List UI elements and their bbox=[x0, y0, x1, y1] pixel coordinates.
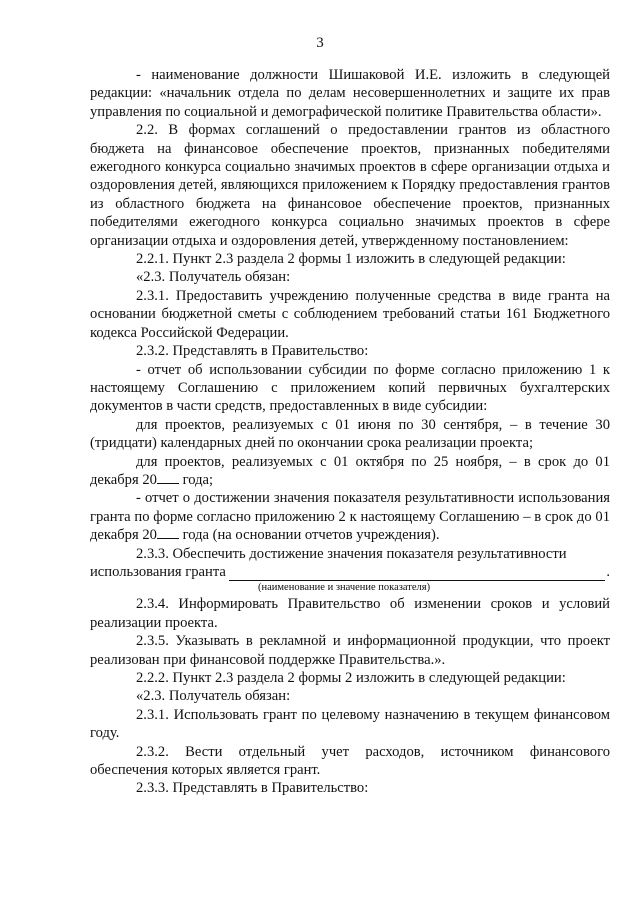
paragraph-2-2-2: 2.2.2. Пункт 2.3 раздела 2 формы 2 изложить в следующей редакции: bbox=[136, 670, 566, 686]
autumn-projects-text-end: года; bbox=[178, 471, 214, 488]
paragraph-2-3-5-form-1: 2.3.5. Указывать в рекламной и информационной продукции, что проект реализован при финансовой поддержке Правительства.». bbox=[90, 633, 610, 668]
indicator-blank bbox=[229, 567, 605, 581]
paragraph-2-3-1-form-2: 2.3.1. Использовать грант по целевому назначению в текущем финансовом году. bbox=[90, 706, 610, 742]
document-body bbox=[90, 66, 610, 798]
year-blank bbox=[157, 471, 179, 484]
paragraph-2-3-3-form-2: 2.3.3. Представлять в Правительство: bbox=[136, 780, 369, 797]
paragraph-2-3-2-form-2: 2.3.2. Вести отдельный учет расходов, источником финансового обеспечения которых является грант. bbox=[90, 743, 610, 779]
autumn-projects-text: для проектов, реализуемых с 01 октября по 25 ноября, – в срок до 01 декабря 20 bbox=[90, 453, 610, 488]
paragraph-2-3-heading-form-2: «2.3. Получатель обязан: bbox=[136, 688, 291, 705]
paragraph-performance-report bbox=[90, 489, 610, 544]
paragraph-subsidy-report: - отчет об использовании субсидии по форме согласно приложению 1 к настоящему Соглашению с приложением копий первичных бухгалтерских документов в части средств, предоставленных в виде субсидии: bbox=[90, 361, 610, 415]
paragraph-2-3-1-form-1: 2.3.1. Предоставить учреждению полученные средства в виде гранта на основании бюджетной сметы с соблюдением требований статьи 161 Бюджетного кодекса Российской Федерации. bbox=[90, 287, 610, 341]
indicator-fill-line-end: . bbox=[606, 563, 610, 580]
performance-report-text: - отчет о достижении значения показателя результативности использования гранта по форме согласно приложению 2 к настоящему Соглашению – в срок до 01 декабря 20 bbox=[90, 490, 610, 544]
performance-report-text-end: года (на основании отчетов учреждения). bbox=[178, 527, 440, 544]
page-number: 3 bbox=[316, 35, 324, 51]
indicator-fill-line bbox=[90, 563, 610, 581]
paragraph-2-3-4-form-1: 2.3.4. Информировать Правительство об изменении сроков и условий реализации проекта. bbox=[90, 596, 610, 631]
paragraph-2-3-2-form-1: 2.3.2. Представлять в Правительство: bbox=[136, 343, 369, 360]
paragraph-2-3-heading-form-1: «2.3. Получатель обязан: bbox=[136, 269, 291, 286]
paragraph-2-2: 2.2. В формах соглашений о предоставлении грантов из областного бюджета на финансовое обеспечение проектов, признанных победителями ежегодного конкурса социально значимых проектов в сфере организации отдыха и оздоровления детей, являющихся приложением к Порядку предоставления грантов из областного бюджета на финансовое обеспечение проектов, признанных победителями ежегодного конкурса социально значимых проектов в сфере организации отдыха и оздоровления детей, утвержденному постановлением: bbox=[90, 122, 610, 249]
year-blank bbox=[157, 526, 179, 539]
paragraph-position-name-change: - наименование должности Шишаковой И.Е. изложить в следующей редакции: «начальник отдела по делам несовершеннолетних и защите их прав управления по социальной и демографической политике Правительства области». bbox=[90, 67, 610, 120]
paragraph-summer-projects: для проектов, реализуемых с 01 июня по 30 сентября, – в течение 30 (тридцати) календарных дней по окончании срока реализации проекта; bbox=[90, 416, 610, 452]
paragraph-2-3-3-form-1: 2.3.3. Обеспечить достижение значения показателя результативности bbox=[136, 545, 567, 562]
indicator-fill-line-label: использования гранта bbox=[90, 563, 226, 580]
paragraph-2-2-1: 2.2.1. Пункт 2.3 раздела 2 формы 1 изложить в следующей редакции: bbox=[136, 251, 566, 268]
indicator-caption: (наименование и значение показателя) bbox=[258, 582, 431, 594]
paragraph-autumn-projects bbox=[90, 453, 610, 490]
